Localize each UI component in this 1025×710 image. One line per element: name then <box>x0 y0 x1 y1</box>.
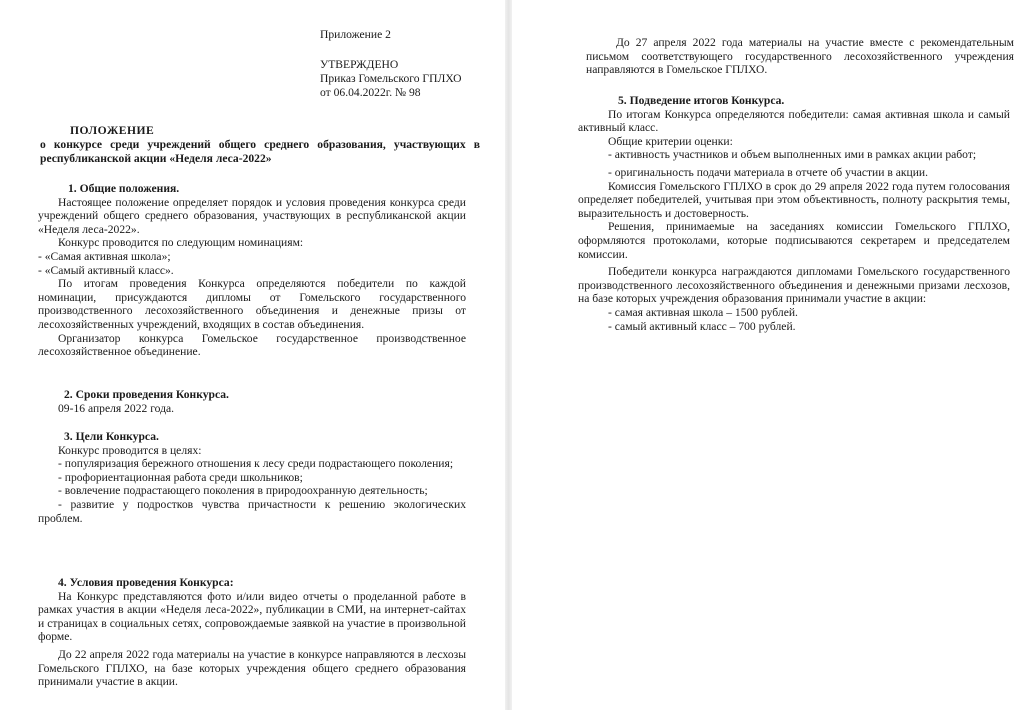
section-4-paragraph: До 22 апреля 2022 года материалы на участие в конкурсе направляются в лесхозы Гомельского ГПЛХО, на базе которых учреждения общего среднего образования принимали участие в акции. <box>38 647 466 689</box>
section-5-paragraph: Победители конкурса награждаются дипломами Гомельского государственного производственного лесохозяйственного объединения и денежными призами лесхозов, на базе которых учреждения образования принимали участие в акции: <box>578 265 1010 306</box>
left-page <box>0 0 505 710</box>
doc-title: ПОЛОЖЕНИЕ <box>70 124 155 137</box>
submission-paragraph: До 27 апреля 2022 года материалы на участие вместе с рекомендательным письмом соответствующего государственного лесохозяйственного учреждения направляются в Гомельское ГПЛХО. <box>586 36 1014 77</box>
section-4-heading: 4. Условия проведения Конкурса: <box>58 576 234 589</box>
section-5-prize: - самая активная школа – 1500 рублей. <box>608 305 798 319</box>
section-1-nominations-intro: Конкурс проводится по следующим номинациям: <box>58 236 304 250</box>
page-gutter <box>505 0 512 710</box>
appendix-label: Приложение 2 <box>320 28 391 41</box>
section-5-paragraph: Комиссия Гомельского ГПЛХО в срок до 29 апреля 2022 года путем голосования определяет победителей, учитывая при этом объективность, полноту раскрытия темы, выразительность и достоверность. <box>578 179 1010 220</box>
section-5-criteria-intro: Общие критерии оценки: <box>608 134 733 148</box>
section-5-prize: - самый активный класс – 700 рублей. <box>608 319 796 333</box>
section-5-paragraph: Решения, принимаемые на заседаниях комиссии Гомельского ГПЛХО, оформляются протоколами, которые подписываются секретарем и председателем комиссии. <box>578 220 1010 261</box>
section-2-heading: 2. Сроки проведения Конкурса. <box>64 388 229 401</box>
section-5-criterion: - активность участников и объем выполненных ими в рамках акции работ; <box>608 148 977 162</box>
section-1-paragraph: Организатор конкурса Гомельское государственное производственное лесохозяйственное объединение. <box>38 331 466 359</box>
section-5-criterion: - оригинальность подачи материала в отчете об участии в акции. <box>608 165 929 179</box>
section-1-heading: 1. Общие положения. <box>68 182 180 195</box>
section-4-paragraph: На Конкурс представляются фото и/или видео отчеты о проделанной работе в рамках участия в акции «Неделя леса-2022», публикации в СМИ, на интернет-сайтах и страницах в социальных сетях, сопровождаемые заявкой на участие в произвольной форме. <box>38 589 466 644</box>
section-1-paragraph: Настоящее положение определяет порядок и условия проведения конкурса среди учреждений общего среднего образования, участвующих в республиканской акции «Неделя леса-2022». <box>38 195 466 236</box>
doc-subtitle: о конкурсе среди учреждений общего среднего образования, участвующих в республиканской акции «Неделя леса-2022» <box>40 138 480 165</box>
section-3-goal: - вовлечение подрастающего поколения в природоохранную деятельность; <box>58 484 428 498</box>
section-1-nomination: - «Самый активный класс». <box>38 263 174 277</box>
order-label: Приказ Гомельского ГПЛХО <box>320 72 462 85</box>
section-2-dates: 09-16 апреля 2022 года. <box>58 401 175 415</box>
section-3-heading: 3. Цели Конкурса. <box>64 430 159 443</box>
section-5-heading: 5. Подведение итогов Конкурса. <box>618 94 785 107</box>
section-3-intro: Конкурс проводится в целях: <box>58 443 202 457</box>
right-page <box>512 0 1025 710</box>
section-1-paragraph: По итогам проведения Конкурса определяются победители по каждой номинации, присуждаются дипломы от Гомельского государственного производственного лесохозяйственного объединения и денежные призы от лесохозяйственных учреждений, входящих в состав объединения. <box>38 277 466 331</box>
order-date: от 06.04.2022г. № 98 <box>320 86 421 99</box>
section-5-paragraph: По итогам Конкурса определяются победители: самая активная школа и самый активный класс. <box>578 107 1010 135</box>
section-3-goal: - популяризация бережного отношения к лесу среди подрастающего поколения; <box>58 457 454 471</box>
approved-label: УТВЕРЖДЕНО <box>320 58 399 71</box>
section-1-nomination: - «Самая активная школа»; <box>38 249 171 263</box>
section-3-goal: - профориентационная работа среди школьников; <box>58 470 303 484</box>
section-3-goal: - развитие у подростков чувства причастности к решению экологических проблем. <box>38 497 466 525</box>
